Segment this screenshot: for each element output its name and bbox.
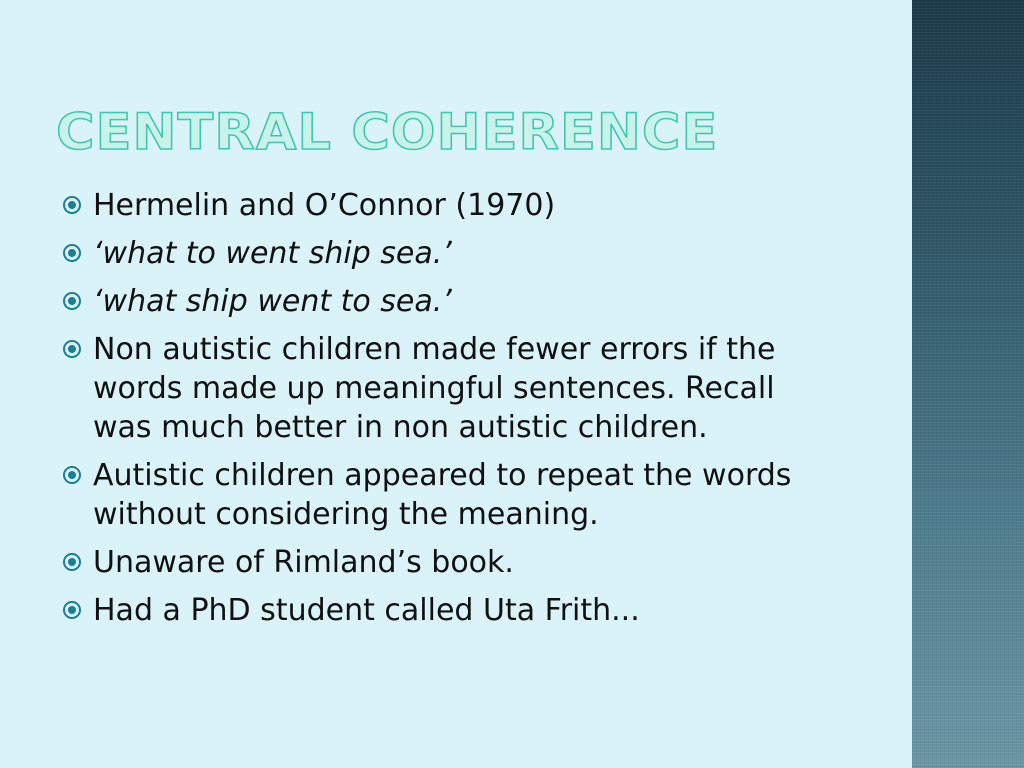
bullet-text: Unaware of Rimland’s book. xyxy=(93,545,514,580)
bullet-text: Had a PhD student called Uta Frith... xyxy=(93,593,640,628)
circle-dot-icon xyxy=(63,292,81,310)
circle-dot-icon xyxy=(63,466,81,484)
bullet-text: Non autistic children made fewer errors if the words made up meaningful sentences. Recall was much better in non autistic children. xyxy=(93,332,776,445)
bullet-text: Hermelin and O’Connor (1970) xyxy=(93,188,556,223)
bullet-item xyxy=(62,456,842,534)
circle-dot-icon xyxy=(63,601,81,619)
bullet-list xyxy=(62,186,842,639)
slide-title: CENTRAL COHERENCE xyxy=(56,103,719,161)
side-decoration-panel xyxy=(912,0,1024,768)
bullet-item xyxy=(62,591,842,630)
circle-dot-icon xyxy=(63,244,81,262)
circle-dot-icon xyxy=(63,196,81,214)
bullet-item xyxy=(62,234,842,273)
bullet-item xyxy=(62,186,842,225)
bullet-item xyxy=(62,282,842,321)
bullet-item xyxy=(62,543,842,582)
bullet-text: ‘what to went ship sea.’ xyxy=(93,236,452,271)
bullet-text: Autistic children appeared to repeat the words without considering the meaning. xyxy=(93,458,792,532)
bullet-text: ‘what ship went to sea.’ xyxy=(93,284,452,319)
circle-dot-icon xyxy=(63,340,81,358)
bullet-item xyxy=(62,330,842,447)
circle-dot-icon xyxy=(63,553,81,571)
